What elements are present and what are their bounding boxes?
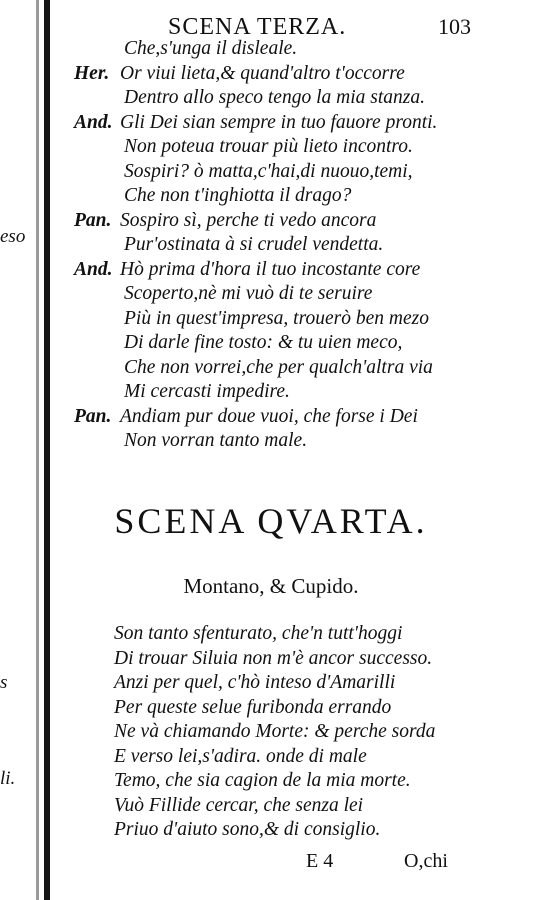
verse-text: Sospiri? ò matta,c'hai,di nuouo,temi, [124, 160, 413, 182]
verse-text: Di darle fine tosto: & tu uien meco, [124, 332, 403, 353]
verse-text: Pur'ostinata à si crudel vendetta. [124, 234, 384, 255]
verse-text: Mi cercasti impedire. [124, 381, 290, 402]
running-head: SCENA TERZA. [168, 14, 347, 40]
verse-line [0, 357, 542, 381]
verse-line [0, 308, 542, 332]
verse-text: Dentro allo speco tengo la mia stanza. [124, 87, 425, 108]
verse-text: Temo, che sia cagion de la mia morte. [114, 770, 411, 791]
page-header [0, 14, 542, 40]
verse-line [0, 770, 542, 794]
margin-fragment: li. [0, 768, 16, 789]
verse-text: Sospiro sì, perche ti vedo ancora [120, 209, 377, 231]
verse-line [0, 283, 542, 307]
scene-four-title: SCENA QVARTA. [114, 501, 428, 541]
page-number: 103 [438, 14, 471, 39]
verse-line [0, 795, 542, 819]
verse-line [0, 63, 542, 87]
speaker-label: Her. [74, 62, 110, 84]
verse-line [0, 185, 542, 209]
verse-line [0, 210, 542, 234]
scene-four-characters: Montano, & Cupido. [183, 574, 359, 598]
speaker-label: Pan. [74, 209, 112, 231]
verse-text: Anzi per quel, c'hò inteso d'Amarilli [114, 672, 396, 693]
verse-line [0, 721, 542, 745]
verse-text: Son tanto sfenturato, che'n tutt'hoggi [114, 623, 403, 644]
speaker-label: And. [74, 258, 113, 280]
verse-text: E verso lei,s'adira. onde di male [114, 745, 367, 767]
speaker-label: Pan. [74, 405, 112, 427]
verse-line [0, 259, 542, 283]
verse-text: Non vorran tanto male. [124, 430, 308, 451]
verse-line [0, 112, 542, 136]
verse-text: Per queste selue furibonda errando [114, 696, 392, 718]
verse-text: Che non t'inghiotta il drago? [124, 185, 352, 206]
verse-text: Scoperto,nè mi vuò di te seruire [124, 283, 373, 304]
catchword: O,chi [404, 850, 448, 872]
verse-line [0, 746, 542, 770]
signature-mark: E 4 [306, 850, 334, 872]
verse-line [0, 161, 542, 185]
verse-line [0, 234, 542, 258]
verse-line [0, 648, 542, 672]
verse-line [0, 430, 542, 454]
verse-line [0, 623, 542, 647]
speaker-label: And. [74, 111, 113, 133]
margin-fragment: s [0, 672, 8, 693]
margin-fragment: eso [0, 226, 26, 247]
verse-line [0, 672, 542, 696]
verse-text: Ne và chiamando Morte: & perche sorda [114, 721, 436, 742]
verse-text: Andiam pur doue vuoi, che forse i Dei [120, 405, 418, 427]
verse-line [0, 406, 542, 430]
verse-line [0, 38, 542, 62]
page-footer [0, 850, 542, 878]
verse-text: Gli Dei sian sempre in tuo fauore pronti. [120, 111, 438, 133]
verse-text: Priuo d'aiuto sono,& di consiglio. [114, 819, 381, 840]
verse-text: Hò prima d'hora il tuo incostante core [120, 258, 421, 280]
verse-text: Or viui lieta,& quand'altro t'occorre [120, 62, 405, 84]
verse-text: Vuò Fillide cercar, che senza lei [114, 794, 364, 816]
verse-text: Di trouar Siluia non m'è ancor successo. [114, 647, 433, 669]
verse-line [0, 87, 542, 111]
verse-text: Che,s'unga il disleale. [124, 38, 298, 59]
verse-line [0, 332, 542, 356]
verse-text: Non poteua trouar più lieto incontro. [124, 136, 413, 157]
verse-line [0, 136, 542, 160]
verse-line [0, 381, 542, 405]
verse-text: Che non vorrei,che per qualch'altra via [124, 356, 433, 378]
verse-line [0, 697, 542, 721]
verse-text: Più in quest'impresa, trouerò ben mezo [124, 307, 429, 329]
verse-line [0, 819, 542, 843]
